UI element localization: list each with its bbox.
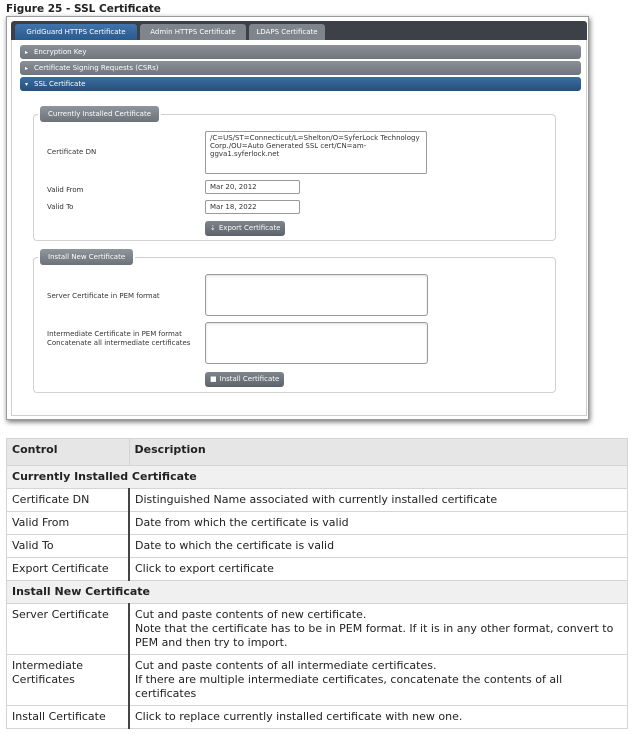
accordion-label: Encryption Key [34, 48, 87, 56]
tab-panel [11, 40, 587, 416]
download-icon: ⇣ [210, 224, 216, 232]
valid-from-label: Valid From [47, 186, 84, 194]
server-certificate-label: Server Certificate in PEM format [47, 292, 160, 300]
control-cell: Install Certificate [7, 706, 130, 729]
accordion-encryption-key[interactable] [20, 45, 581, 59]
install-new-legend: Install New Certificate [40, 249, 133, 265]
description-line: If there are multiple intermediate certificates, concatenate the contents of all certificates [135, 673, 563, 700]
section-title: Currently Installed Certificate [7, 466, 628, 489]
controls-description-table [6, 438, 628, 729]
table-row [7, 558, 628, 581]
figure-title: Figure 25 - SSL Certificate [6, 3, 161, 15]
description-cell [129, 535, 628, 558]
ssl-certificate-screenshot [6, 16, 589, 420]
control-cell: Server Certificate [7, 604, 130, 655]
installed-legend: Currently Installed Certificate [40, 106, 159, 122]
intermediate-certificate-textarea[interactable] [205, 322, 428, 364]
export-button-label: Export Certificate [218, 224, 281, 232]
description-cell [129, 512, 628, 535]
valid-from-field[interactable]: Mar 20, 2012 [205, 180, 300, 194]
control-cell: Intermediate Certificates [7, 655, 130, 706]
description-cell [129, 558, 628, 581]
export-certificate-button[interactable] [205, 221, 285, 236]
column-header-description: Description [129, 439, 628, 466]
control-cell: Certificate DN [7, 489, 130, 512]
control-cell: Valid To [7, 535, 130, 558]
tab-gridguard-https[interactable]: GridGuard HTTPS Certificate [15, 24, 137, 40]
valid-to-label: Valid To [47, 203, 74, 211]
table-row [7, 512, 628, 535]
description-line: Date to which the certificate is valid [135, 539, 335, 552]
column-header-control: Control [7, 439, 130, 466]
chevron-right-icon: ▸ [25, 49, 29, 56]
installed-certificate-group [33, 110, 556, 241]
description-line: Cut and paste contents of all intermediate certificates. [135, 659, 437, 672]
tab-ldaps[interactable]: LDAPS Certificate [249, 24, 325, 40]
description-line: Note that the certificate has to be in PEM format. If it is in any other format, convert to PEM and then try to import. [135, 622, 614, 649]
install-button-label: Install Certificate [219, 375, 280, 383]
section-title: Install New Certificate [7, 581, 628, 604]
description-cell [129, 706, 628, 729]
description-line: Date from which the certificate is valid [135, 516, 349, 529]
chevron-right-icon: ▸ [25, 65, 29, 72]
table-row [7, 706, 628, 729]
table-row [7, 489, 628, 512]
description-cell [129, 655, 628, 706]
description-line: Cut and paste contents of new certificate. [135, 608, 367, 621]
install-certificate-button[interactable] [205, 372, 284, 387]
table-section-row [7, 466, 628, 489]
install-icon: ■ [210, 375, 217, 383]
tab-bar [11, 21, 587, 40]
tab-admin-https[interactable]: Admin HTTPS Certificate [140, 24, 246, 40]
accordion-label: Certificate Signing Requests (CSRs) [34, 64, 159, 72]
control-cell: Valid From [7, 512, 130, 535]
accordion-ssl-certificate[interactable] [20, 77, 581, 91]
table-row [7, 535, 628, 558]
description-line: Click to replace currently installed certificate with new one. [135, 710, 463, 723]
table-row [7, 655, 628, 706]
valid-to-field[interactable]: Mar 18, 2022 [205, 200, 300, 214]
control-cell: Export Certificate [7, 558, 130, 581]
table-row [7, 604, 628, 655]
description-cell [129, 489, 628, 512]
table-section-row [7, 581, 628, 604]
accordion-label: SSL Certificate [34, 80, 86, 88]
install-new-certificate-group [33, 253, 556, 393]
intermediate-certificate-label: Intermediate Certificate in PEM format Concatenate all intermediate certificates [47, 330, 191, 347]
accordion-csrs[interactable] [20, 61, 581, 75]
description-cell [129, 604, 628, 655]
table-header-row [7, 439, 628, 466]
description-line: Distinguished Name associated with currently installed certificate [135, 493, 498, 506]
server-certificate-textarea[interactable] [205, 274, 428, 316]
description-line: Click to export certificate [135, 562, 274, 575]
certificate-dn-label: Certificate DN [47, 148, 97, 156]
chevron-down-icon: ▾ [25, 81, 29, 88]
certificate-dn-field[interactable]: /C=US/ST=Connecticut/L=Shelton/O=SyferLock Technology Corp./OU=Auto Generated SSL cert/CN=am-ggva1.syferlock.net [205, 131, 427, 174]
